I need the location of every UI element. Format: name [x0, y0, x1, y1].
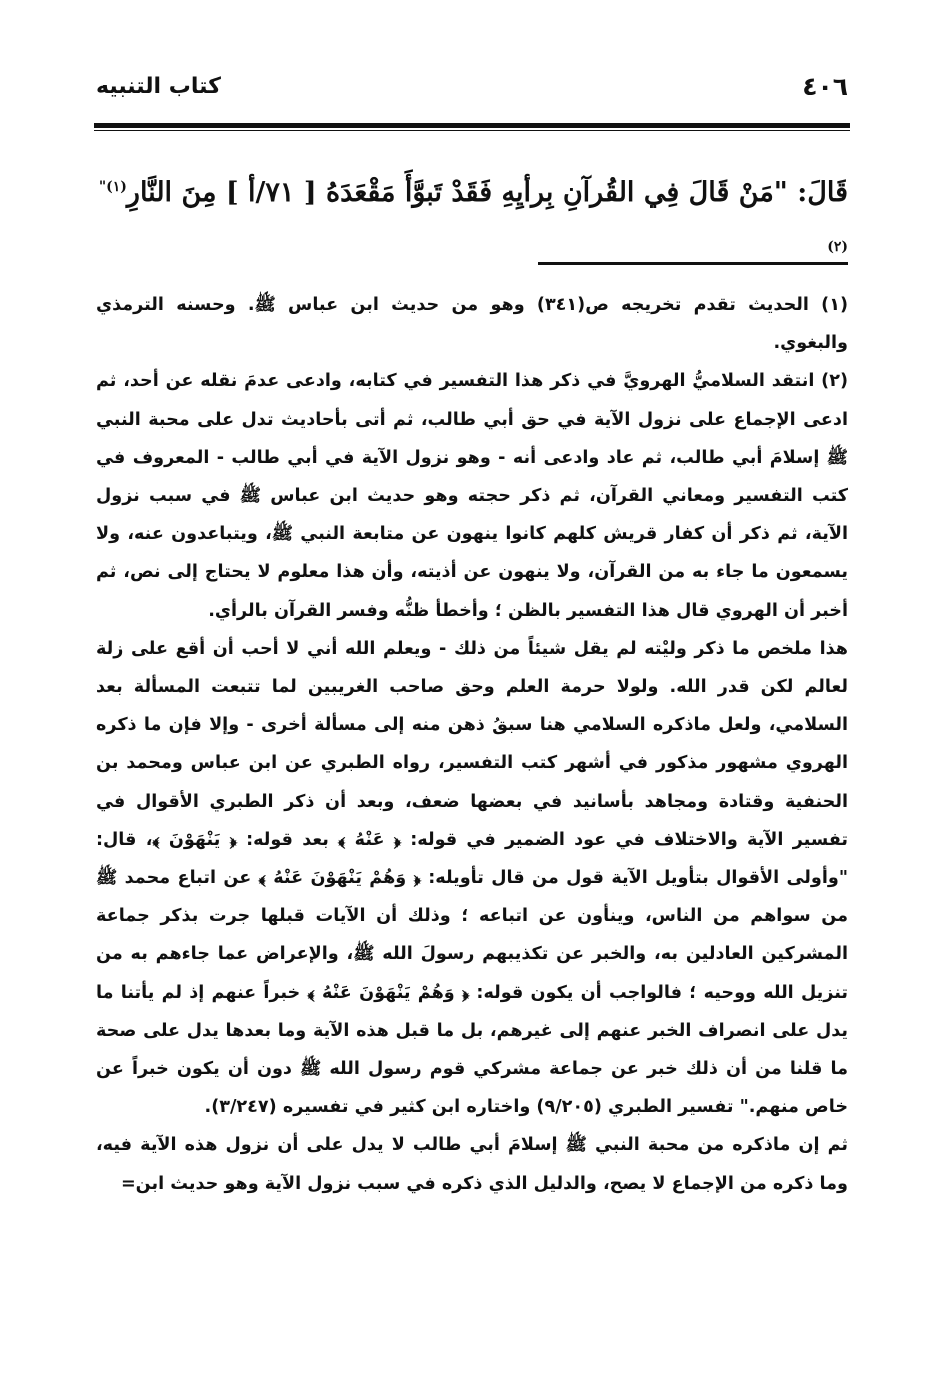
footnote-refs: (١)" (٢): [98, 179, 848, 255]
page-header: [96, 70, 848, 110]
footnote-separator: [538, 262, 848, 265]
hadith-text: قَالَ: "مَنْ قَالَ فِي القُرآنِ بِرأيِهِ فَقَدْ تَبوَّأَ مَقْعَدَهُ [ ٧١/أ ] مِنَ النَّارِ: [126, 177, 848, 208]
commentary-paragraph: ثم إن ماذكره من محبة النبي ﷺ إسلامَ أبي طالب لا يدل على أن نزول هذه الآية فيه، وما ذكره من الإجماع لا يصح، والدليل الذي ذكره في سبب نزول الآية وهو حديث ابن=: [96, 1135, 848, 1194]
header-rule-thin: [94, 130, 850, 131]
footnote-1: (١) الحديث تقدم تخريجه ص(٣٤١) وهو من حديث ابن عباس ﷺ. وحسنه الترمذي والبغوي.: [96, 295, 848, 354]
footnotes: [96, 286, 848, 1203]
header-rule-thick: [94, 123, 850, 128]
footnote-2: (٢) انتقد السلاميُّ الهرويَّ في ذكر هذا التفسير في كتابه، وادعى عدمَ نقله عن أحد، ثم ادعى الإجماع على نزول الآية في حق أبي طالب، ثم أتى بأحاديث تدل على محبة النبي ﷺ إسلامَ أبي طالب، ثم عاد وادعى أنه - وهو نزول الآية في أبي طالب - المعروف في كتب التفسير ومعاني القرآن، ثم ذكر حجته وهو حديث ابن عباس ﷺ في سبب نزول الآية، ثم ذكر أن كفار قريش كلهم كانوا ينهون عن متابعة النبي ﷺ، ويتباعدون عنه، ولا يسمعون ما جاء به من القرآن، ولا ينهون عن أذيته، وأن هذا معلوم لا يحتاج إلى نص، ثم أخبر أن الهروي قال هذا التفسير بالظن ؛ وأخطأ ظنُّه وفسر القرآن بالرأي.: [96, 371, 848, 621]
book-title: كتاب التنبيه: [96, 74, 221, 99]
commentary-paragraph: هذا ملخص ما ذكر وليْته لم يقل شيئاً من ذلك - ويعلم الله أني لا أحب أن أقع على زلة لعالم لكن قدر الله. ولولا حرمة العلم وحق صاحب الغريبين لما تتبعت المسألة بعد السلامي، ولعل ماذكره السلامي هنا سبقُ ذهن منه إلى مسألة أخرى - وإلا فإن ما ذكره الهروي مشهور مذكور في أشهر كتب التفسير، رواه الطبري عن ابن عباس ومحمد بن الحنفية وقتادة ومجاهد بأسانيد في بعضها ضعف، وبعد أن ذكر الطبري الأقوال في تفسير الآية والاختلاف في عود الضمير في قوله: ﴿ عَنْهُ ﴾ بعد قوله: ﴿ يَنْهَوْنَ ﴾، قال: "وأولى الأقوال بتأويل الآية قول من قال تأويله: ﴿ وَهُمْ يَنْهَوْنَ عَنْهُ ﴾ عن اتباع محمد ﷺ من سواهم من الناس، وينأون عن اتباعه ؛ وذلك أن الآيات قبلها جرت بذكر جماعة المشركين العادلين به، والخبر عن تكذيبهم رسولَ الله ﷺ، والإعراض عما جاءهم به من تنزيل الله ووحيه ؛ فالواجب أن يكون قوله: ﴿ وَهُمْ يَنْهَوْنَ عَنْهُ ﴾ خبراً عنهم إذ لم يأتنا ما يدل على انصراف الخبر عنهم إلى غيرهم، بل ما قبل هذه الآية وما بعدها يدل على صحة ما قلنا من أن ذلك خبر عن جماعة مشركي قوم رسول الله ﷺ دون أن يكون خبراً عن خاص منهم." تفسير الطبري (٩/٢٠٥) واختاره ابن كثير في تفسيره (٣/٢٤٧).: [96, 638, 848, 1118]
page-number: ٤٠٦: [802, 72, 848, 101]
